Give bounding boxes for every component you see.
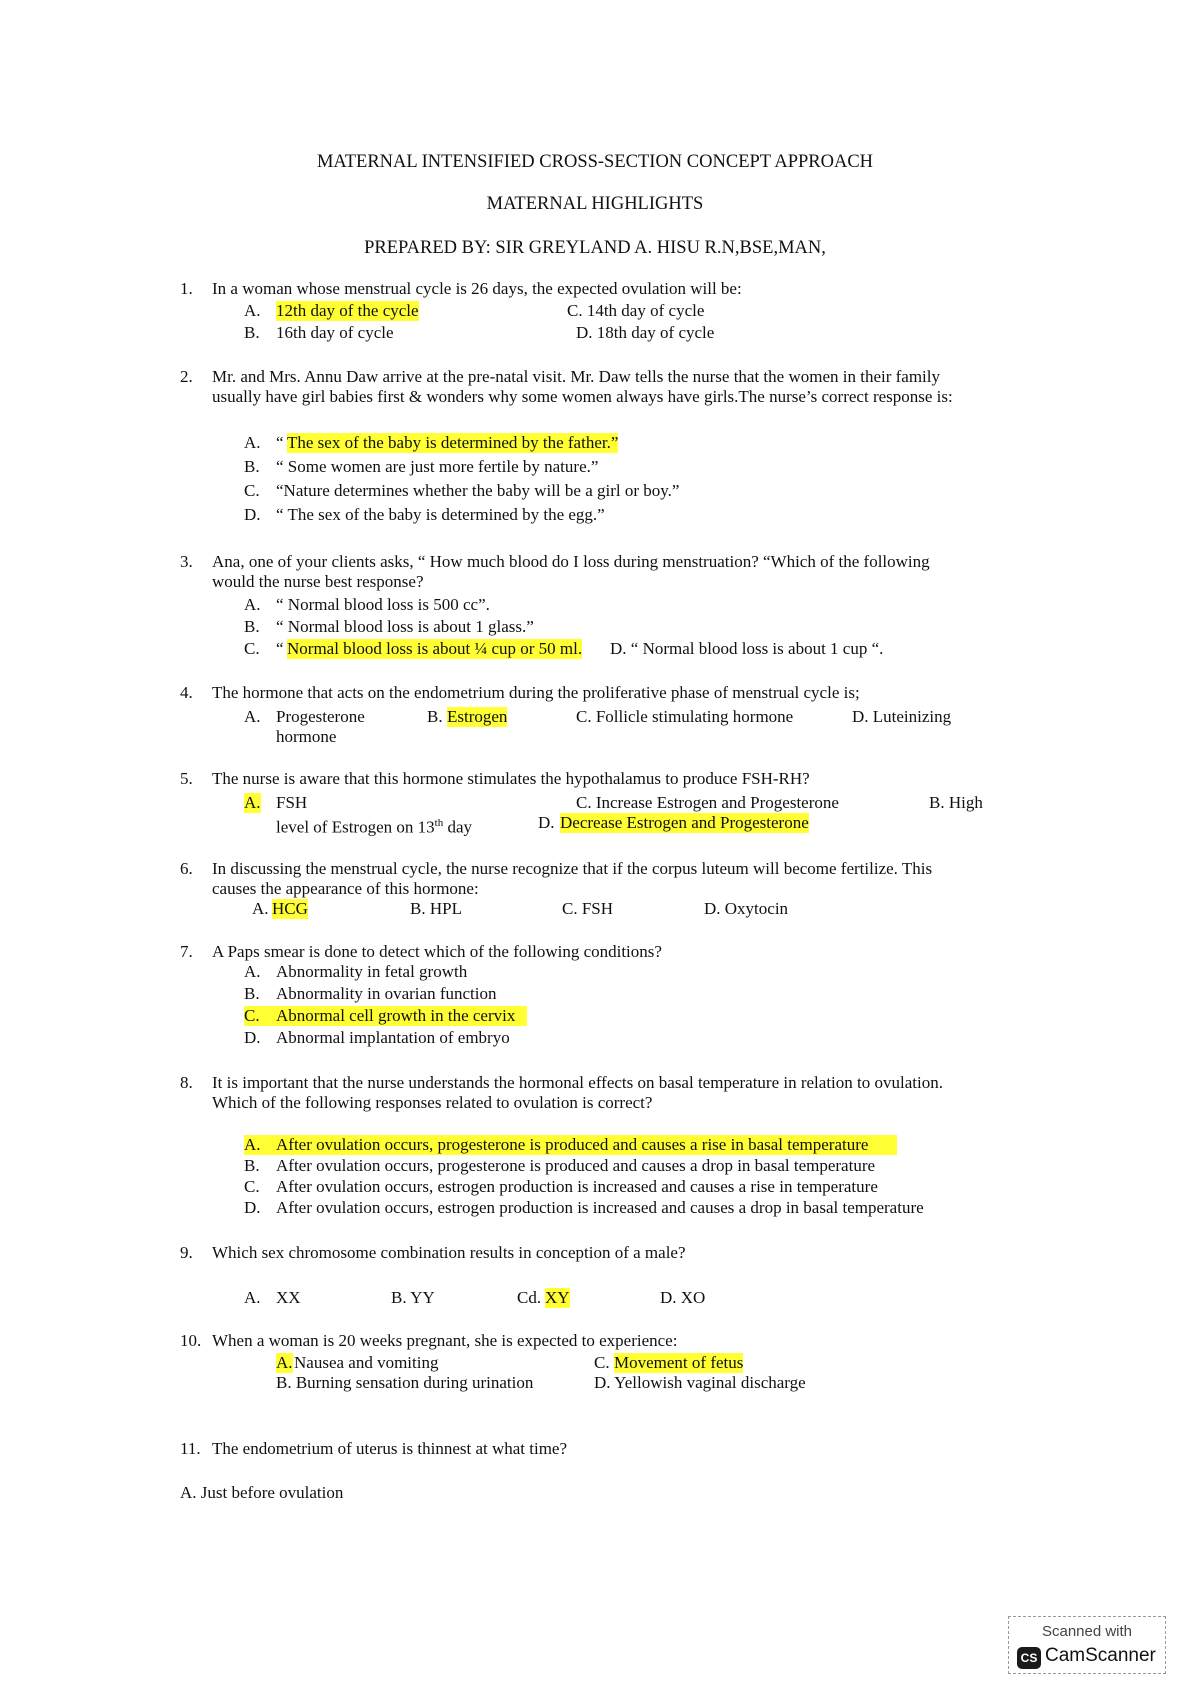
camscanner-name: CamScanner bbox=[1045, 1645, 1156, 1666]
option-d: D. Luteinizing bbox=[852, 707, 952, 726]
option-c: C. Increase Estrogen and Progesterone bbox=[576, 793, 839, 812]
option-d: D. Oxytocin bbox=[704, 899, 789, 918]
option-letter: A. bbox=[244, 301, 261, 320]
document-title: MATERNAL INTENSIFIED CROSS-SECTION CONCEPT APPROACH bbox=[316, 152, 874, 172]
option-letter: C. bbox=[244, 481, 260, 500]
option-d-answer: Decrease Estrogen and Progesterone bbox=[560, 813, 809, 832]
question-number: 6. bbox=[180, 859, 193, 878]
camscanner-logo-icon: CS bbox=[1017, 1647, 1041, 1669]
question-text: The endometrium of uterus is thinnest at what time? bbox=[212, 1439, 568, 1458]
option-b: B. HPL bbox=[410, 899, 462, 918]
option-letter: B. bbox=[244, 323, 260, 342]
question-text: In discussing the menstrual cycle, the nurse recognize that if the corpus luteum will become fertilize. This bbox=[212, 859, 933, 878]
option-a: A. Just before ovulation bbox=[180, 1483, 344, 1502]
option-c-answer: Movement of fetus bbox=[614, 1353, 744, 1372]
option-a-answer: HCG bbox=[272, 899, 308, 918]
option-letter: D. bbox=[244, 505, 261, 524]
option-b-answer: Estrogen bbox=[447, 707, 508, 726]
question-text: would the nurse best response? bbox=[212, 572, 424, 591]
option-letter: B. bbox=[244, 984, 260, 1003]
question-text: usually have girl babies first & wonders why some women always have girls.The nurse’s correct response is: bbox=[212, 387, 953, 406]
option-c-answer: C. Abnormal cell growth in the cervix bbox=[244, 1006, 527, 1026]
option-b: After ovulation occurs, progesterone is produced and causes a drop in basal temperature bbox=[276, 1156, 876, 1175]
option-a: “ Normal blood loss is 500 cc”. bbox=[276, 595, 490, 614]
option-letter: A. bbox=[252, 899, 269, 918]
option-b: Abnormality in ovarian function bbox=[276, 984, 497, 1003]
document-subtitle: MATERNAL HIGHLIGHTS bbox=[486, 194, 704, 214]
option-d: After ovulation occurs, estrogen production is increased and causes a drop in basal temperature bbox=[276, 1198, 924, 1217]
option-c: After ovulation occurs, estrogen production is increased and causes a rise in temperature bbox=[276, 1177, 878, 1196]
option-a: FSH bbox=[276, 793, 308, 812]
option-c-answer: XY bbox=[545, 1288, 570, 1307]
question-number: 7. bbox=[180, 942, 193, 961]
option-letter: B. bbox=[244, 457, 260, 476]
option-letter: C. bbox=[594, 1353, 610, 1372]
option-c: “Nature determines whether the baby will be a girl or boy.” bbox=[276, 481, 680, 500]
option-b: “ Some women are just more fertile by nature.” bbox=[276, 457, 599, 476]
question-text: In a woman whose menstrual cycle is 26 days, the expected ovulation will be: bbox=[212, 279, 742, 298]
option-b: B. YY bbox=[391, 1288, 435, 1307]
option-d: Abnormal implantation of embryo bbox=[276, 1028, 510, 1047]
option-quote: “ bbox=[276, 639, 284, 658]
option-letter: A. bbox=[244, 1288, 261, 1307]
option-letter: A. bbox=[244, 433, 261, 452]
question-text: A Paps smear is done to detect which of the following conditions? bbox=[212, 942, 662, 961]
option-a-continued: hormone bbox=[276, 727, 337, 746]
question-text: Mr. and Mrs. Annu Daw arrive at the pre-natal visit. Mr. Daw tells the nurse that the women in their family bbox=[212, 367, 940, 386]
option-letter: Cd. bbox=[517, 1288, 542, 1307]
question-text: It is important that the nurse understands the hormonal effects on basal temperature in relation to ovulation. bbox=[212, 1073, 943, 1092]
question-number: 5. bbox=[180, 769, 193, 788]
question-text: causes the appearance of this hormone: bbox=[212, 879, 479, 898]
option-a: XX bbox=[276, 1288, 301, 1307]
question-number: 1. bbox=[180, 279, 193, 298]
option-quote: “ bbox=[276, 433, 284, 452]
option-a: Progesterone bbox=[276, 707, 365, 726]
option-c: C. 14th day of cycle bbox=[567, 301, 705, 320]
option-a: Abnormality in fetal growth bbox=[276, 962, 468, 981]
option-letter: C. bbox=[244, 1177, 260, 1196]
option-b: B. High bbox=[929, 793, 983, 812]
prepared-by: PREPARED BY: SIR GREYLAND A. HISU R.N,BSE,MAN, bbox=[364, 238, 826, 258]
option-letter: D. bbox=[244, 1028, 261, 1047]
camscanner-badge bbox=[1008, 1616, 1166, 1674]
question-text: The nurse is aware that this hormone stimulates the hypothalamus to produce FSH-RH? bbox=[212, 769, 810, 788]
option-b-continued: level of Estrogen on 13th day bbox=[276, 817, 472, 837]
option-letter: A. bbox=[244, 707, 261, 726]
option-a-answer: 12th day of the cycle bbox=[276, 301, 419, 320]
option-d: D. Yellowish vaginal discharge bbox=[594, 1373, 806, 1392]
option-c: C. Follicle stimulating hormone bbox=[576, 707, 794, 726]
option-letter: D. bbox=[244, 1198, 261, 1217]
option-letter: B. bbox=[244, 1156, 260, 1175]
option-a-answer-letter: A. bbox=[244, 793, 261, 812]
option-d: D. XO bbox=[660, 1288, 706, 1307]
option-b: “ Normal blood loss is about 1 glass.” bbox=[276, 617, 534, 636]
option-b: 16th day of cycle bbox=[276, 323, 394, 342]
option-letter: C. bbox=[244, 639, 260, 658]
option-b: B. Burning sensation during urination bbox=[276, 1373, 534, 1392]
option-a: Nausea and vomiting bbox=[294, 1353, 439, 1372]
question-text: Ana, one of your clients asks, “ How much blood do I loss during menstruation? “Which of the following bbox=[212, 552, 930, 571]
option-letter: B. bbox=[244, 617, 260, 636]
question-number: 10. bbox=[180, 1331, 202, 1350]
option-letter: A. bbox=[244, 595, 261, 614]
question-text: Which of the following responses related to ovulation is correct? bbox=[212, 1093, 653, 1112]
option-a-answer: A. After ovulation occurs, progesterone is produced and causes a rise in basal temperature bbox=[244, 1135, 897, 1155]
option-c: C. FSH bbox=[562, 899, 614, 918]
option-a-answer: The sex of the baby is determined by the father.” bbox=[287, 433, 619, 452]
option-letter: B. bbox=[427, 707, 443, 726]
option-c-answer: Normal blood loss is about ¼ cup or 50 ml. bbox=[287, 639, 583, 658]
question-number: 3. bbox=[180, 552, 193, 571]
question-text: When a woman is 20 weeks pregnant, she is expected to experience: bbox=[212, 1331, 678, 1350]
option-d: D. “ Normal blood loss is about 1 cup “. bbox=[610, 639, 884, 658]
option-d: D. 18th day of cycle bbox=[576, 323, 715, 342]
option-letter: D. bbox=[538, 813, 555, 832]
question-number: 4. bbox=[180, 683, 193, 702]
question-number: 2. bbox=[180, 367, 193, 386]
question-text: The hormone that acts on the endometrium during the proliferative phase of menstrual cycle is; bbox=[212, 683, 860, 702]
question-number: 8. bbox=[180, 1073, 193, 1092]
option-letter: A. bbox=[244, 962, 261, 981]
option-a-answer-letter: A. bbox=[276, 1353, 293, 1372]
option-d: “ The sex of the baby is determined by the egg.” bbox=[276, 505, 605, 524]
question-number: 11. bbox=[180, 1439, 201, 1458]
scanned-with-label: Scanned with bbox=[1041, 1623, 1133, 1640]
question-number: 9. bbox=[180, 1243, 193, 1262]
question-text: Which sex chromosome combination results in conception of a male? bbox=[212, 1243, 686, 1262]
